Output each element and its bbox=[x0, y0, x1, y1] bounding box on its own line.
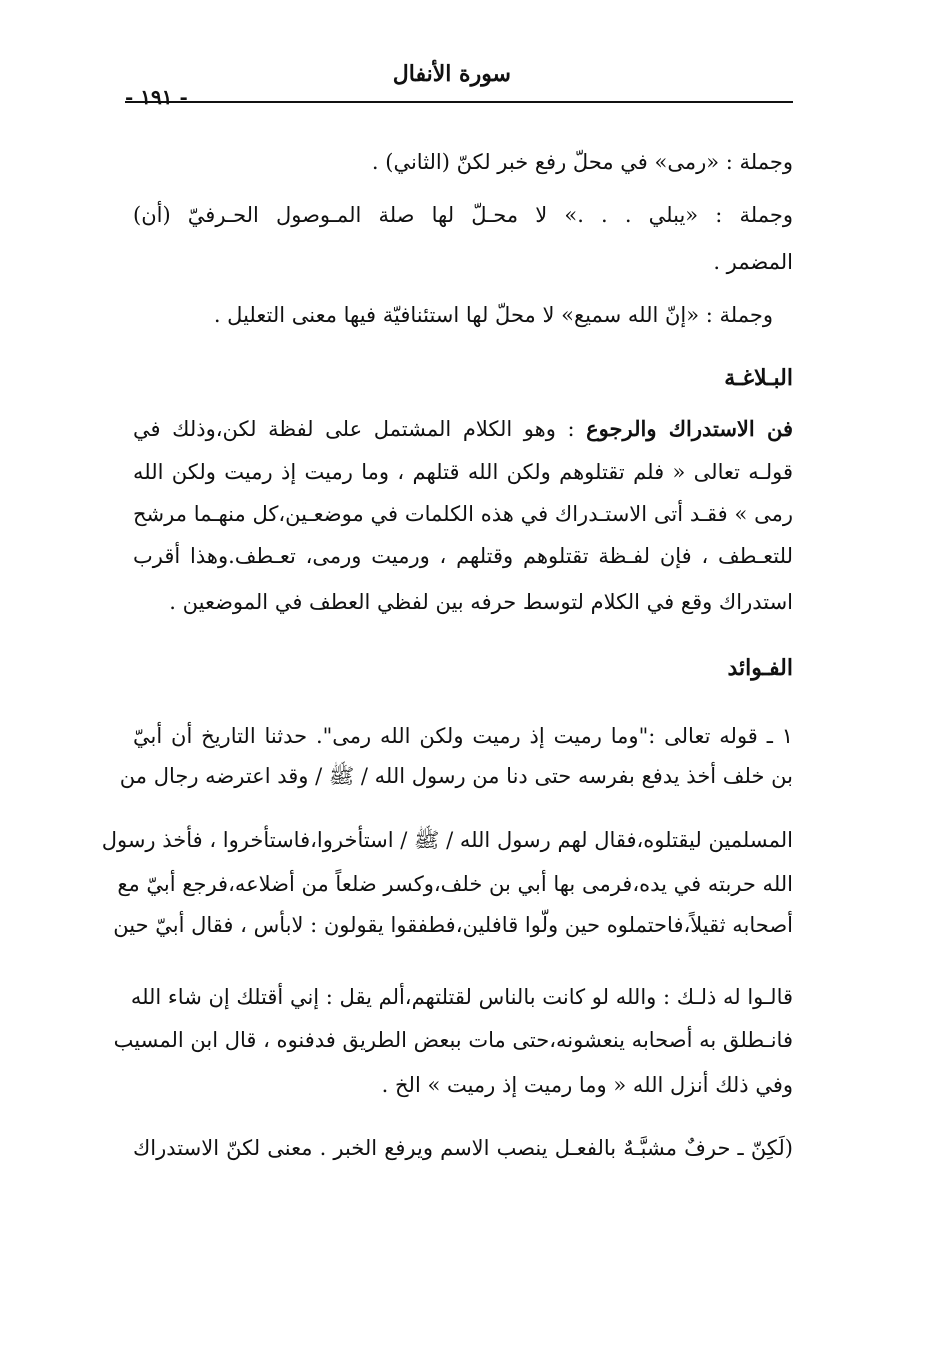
fawaid-line-4: الله حربته في يده،فرمى بها أبي بن خلف،وكسر ضلعاً من أضلاعه،فرجع أبيّ مع bbox=[117, 872, 793, 896]
fawaid-heading: الفـوائد bbox=[727, 655, 793, 681]
fawaid-line-8: وفي ذلك أنزل الله « وما رميت إذ رميت » الخ . bbox=[381, 1073, 793, 1097]
fawaid-line-6: قالـوا له ذلـك : والله لو كانت بالناس لقتلتهم،ألم يقل : إني أقتلك إن شاء الله bbox=[130, 985, 793, 1009]
fawaid-line-3: المسلمين ليقتلوه،فقال لهم رسول الله / ﷺ / استأخروا،فاستأخروا ، فأخذ رسول bbox=[101, 828, 793, 852]
syntax-line-4: وجملة : «إنّ الله سميع» لا محلّ لها استئنافيّة فيها معنى التعليل . bbox=[213, 303, 773, 327]
surah-title: سورة الأنفال bbox=[392, 61, 511, 87]
syntax-line-2: وجملة : «يبلي . . .» لا محـلّ لها صلة المـوصول الحـرفيّ (أن) bbox=[133, 203, 793, 227]
balagha-heading: البـلاغـة bbox=[724, 365, 793, 391]
balagha-line-4: للتعـطف ، فإن لفـظة تقتلوهم وقتلهم ، ورميت ورمى، تعـطف.وهذا أقرب bbox=[133, 544, 793, 568]
balagha-term: فن الاستدراك والرجوع bbox=[586, 416, 793, 441]
balagha-line-3: رمى » فقـد أتى الاستـدراك في هذه الكلمات في موضعـين،كل منهـما مرشح bbox=[133, 502, 793, 526]
fawaid-line-2: بن خلف أخذ يدفع بفرسه حتى دنا من رسول الله / ﷺ / وقد اعترضه رجال من bbox=[119, 764, 793, 788]
syntax-line-1: وجملة : «رمى» في محلّ رفع خبر لكنّ (الثاني) . bbox=[371, 150, 793, 174]
fawaid-line-5: أصحابه ثقيلاً،فاحتملوه حين ولّوا قافلين،فطفقوا يقولون : لابأس ، فقال أبيّ حين bbox=[113, 913, 793, 937]
fawaid-line-9: (لَكِنّ ـ حرفٌ مشبَّـهٌ بالفعـل ينصب الاسم ويرفع الخبر . معنى لكنّ الاستدراك bbox=[133, 1136, 793, 1160]
balagha-line-5: استدراك وقع في الكلام لتوسط حرفه بين لفظي العطف في الموضعين . bbox=[169, 590, 793, 614]
fawaid-line-7: فانـطلق به أصحابه ينعشونه،حتى مات ببعض الطريق فدفنوه ، قال ابن المسيب bbox=[113, 1028, 793, 1052]
balagha-line-1-text: : وهو الكلام المشتمل على لفظة لكن،وذلك في bbox=[133, 417, 587, 441]
syntax-line-3: المضمر . bbox=[713, 250, 793, 274]
page-header bbox=[125, 55, 793, 109]
balagha-line-2: قولـه تعالى « فلم تقتلوهم ولكن الله قتلهم ، وما رميت إذ رميت ولكن الله bbox=[133, 460, 793, 484]
header-rule bbox=[125, 101, 793, 103]
fawaid-line-1: ١ ـ قوله تعالى :"وما رميت إذ رميت ولكن الله رمى". حدثنا التاريخ أن أبيّ bbox=[133, 724, 793, 748]
balagha-line-1 bbox=[133, 418, 793, 440]
page-number: - ١٩١ - bbox=[125, 85, 188, 109]
